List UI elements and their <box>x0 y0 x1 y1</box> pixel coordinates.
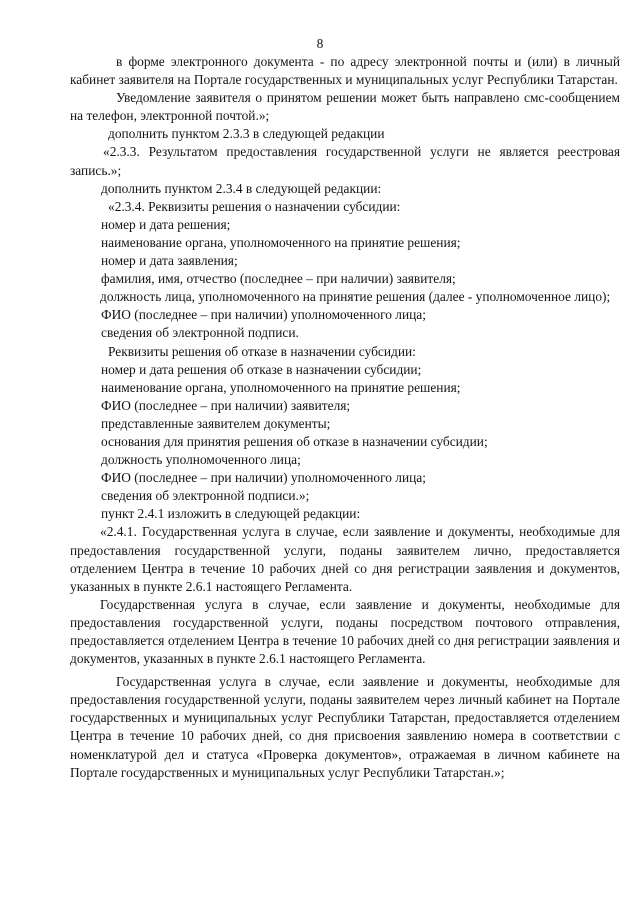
list-item: ФИО (последнее – при наличии) уполномоченного лица; <box>101 470 426 486</box>
paragraph: дополнить пунктом 2.3.4 в следующей редакции: <box>101 180 382 196</box>
paragraph: «2.4.1. Государственная услуга в случае, если заявление и документы, необходимые для предоставления государственной услуги, поданы заявителем лично, предоставляется отделением Центра в течение 10 рабочих дней со дня регистрации заявления и документов, указанных в пункте 2.6.1 настоящего Регламента. <box>70 524 620 594</box>
paragraph: Государственная услуга в случае, если заявление и документы, необходимые для предоставления государственной услуги, поданы посредством почтового отправления, предоставляется отделением Центра в течение 10 рабочих дней со дня регистрации заявления и документов, указанных в пункте 2.6.1 настоящего Регламента. <box>70 596 620 667</box>
list-item: ФИО (последнее – при наличии) уполномоченного лица; <box>101 307 426 323</box>
list-item: наименование органа, уполномоченного на принятие решения; <box>101 379 461 395</box>
paragraph: в форме электронного документа - по адресу электронной почты и (или) в личный кабинет заявителя на Портале государственных и муниципальных услуг Республики Татарстан. <box>70 54 620 88</box>
list-item: основания для принятия решения об отказе в назначении субсидии; <box>101 433 488 449</box>
paragraph: «2.3.4. Реквизиты решения о назначении субсидии: <box>108 198 401 214</box>
list-item: ФИО (последнее – при наличии) заявителя; <box>101 397 351 413</box>
paragraph: дополнить пунктом 2.3.3 в следующей редакции <box>108 126 385 142</box>
list-item: сведения об электронной подписи.»; <box>101 488 310 504</box>
paragraph: Государственная услуга в случае, если заявление и документы, необходимые для предоставления государственной услуги, поданы заявителем через личный кабинет на Портале государственных и муниципальных услуг Республики Татарстан, предоставляется отделением Центра в течение 10 рабочих дней, со дня присвоения заявлению номера в соответствии с номенклатурой дел и статуса «Проверка документов», отражаемая в личном кабинете на Портале государственных и муниципальных услуг Республики Татарстан.»; <box>70 674 620 780</box>
list-item: номер и дата решения; <box>101 216 231 232</box>
paragraph: пункт 2.4.1 изложить в следующей редакции: <box>101 506 361 522</box>
list-item: номер и дата решения об отказе в назначении субсидии; <box>101 361 422 377</box>
paragraph: Реквизиты решения об отказе в назначении субсидии: <box>108 343 416 359</box>
paragraph: «2.3.3. Результатом предоставления государственной услуги не является реестровая запись.»; <box>70 144 620 178</box>
page-number: 8 <box>316 36 324 51</box>
list-item: сведения об электронной подписи. <box>101 325 299 341</box>
list-item: номер и дата заявления; <box>101 253 238 269</box>
list-item: фамилия, имя, отчество (последнее – при наличии) заявителя; <box>101 271 456 287</box>
list-item: должность лица, уполномоченного на принятие решения (далее - уполномоченное лицо); <box>100 289 611 305</box>
list-item: наименование органа, уполномоченного на принятие решения; <box>101 234 461 250</box>
list-item: представленные заявителем документы; <box>101 415 331 431</box>
document-body <box>70 53 620 782</box>
paragraph: Уведомление заявителя о принятом решении может быть направлено смс-сообщением на телефон, электронной почтой.»; <box>70 90 620 124</box>
list-item: должность уполномоченного лица; <box>101 452 301 468</box>
